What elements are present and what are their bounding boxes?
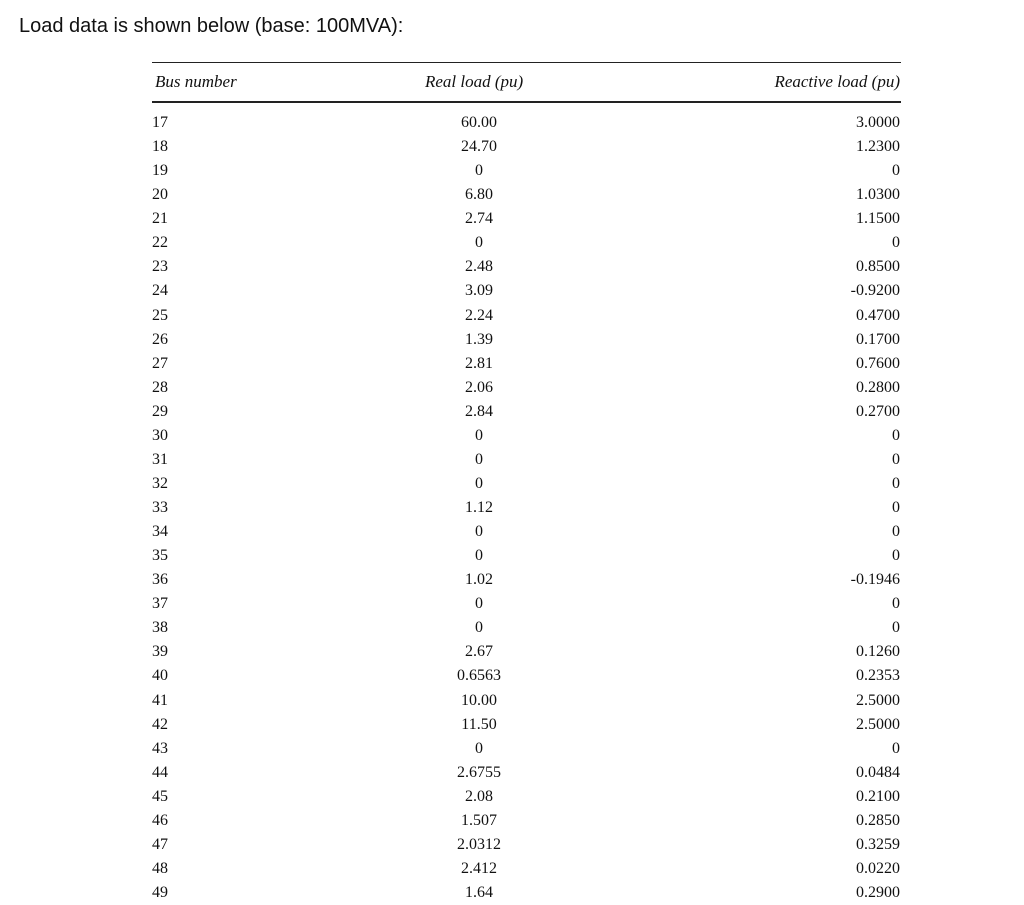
cell-real-load: 0	[475, 547, 483, 565]
cell-bus-number: 38	[152, 619, 168, 637]
table-row	[152, 761, 901, 785]
cell-reactive-load: 0.2353	[856, 667, 900, 685]
table-row	[152, 568, 901, 592]
cell-reactive-load: 0	[892, 595, 900, 613]
cell-bus-number: 41	[152, 691, 168, 709]
cell-real-load: 3.09	[465, 282, 493, 300]
cell-real-load: 1.12	[465, 499, 493, 516]
cell-real-load: 24.70	[461, 138, 497, 156]
table-row	[152, 737, 901, 761]
cell-bus-number: 43	[152, 739, 168, 757]
cell-reactive-load: 0.8500	[856, 258, 900, 276]
cell-real-load: 0.6563	[457, 667, 501, 685]
cell-reactive-load: 0	[892, 619, 900, 637]
table-row	[152, 328, 901, 352]
cell-reactive-load: 0	[892, 234, 900, 252]
header-reactive-load: Reactive load (pu)	[774, 72, 900, 91]
cell-reactive-load: 0	[892, 547, 900, 565]
cell-real-load: 60.00	[461, 114, 497, 131]
cell-bus-number: 33	[152, 499, 168, 516]
cell-bus-number: 31	[152, 450, 168, 468]
cell-reactive-load: 0.1260	[856, 643, 900, 661]
cell-real-load: 2.412	[461, 859, 497, 877]
cell-bus-number: 18	[152, 138, 168, 156]
table-row	[152, 833, 901, 857]
cell-real-load: 2.6755	[457, 763, 501, 781]
cell-reactive-load: 3.0000	[856, 114, 900, 131]
cell-bus-number: 20	[152, 186, 168, 204]
cell-bus-number: 25	[152, 306, 168, 324]
cell-reactive-load: 0	[892, 739, 900, 757]
cell-bus-number: 29	[152, 402, 168, 420]
cell-reactive-load: 0.0220	[856, 859, 900, 877]
cell-real-load: 0	[475, 595, 483, 613]
table-row	[152, 111, 901, 135]
cell-real-load: 2.74	[465, 210, 493, 228]
cell-reactive-load: 2.5000	[856, 691, 900, 709]
cell-reactive-load: 1.1500	[856, 210, 900, 228]
cell-bus-number: 45	[152, 787, 168, 805]
table-row	[152, 472, 901, 496]
table-row	[152, 255, 901, 279]
cell-reactive-load: 1.0300	[856, 186, 900, 204]
cell-real-load: 0	[475, 426, 483, 444]
cell-reactive-load: 0	[892, 426, 900, 444]
cell-bus-number: 17	[152, 114, 168, 131]
cell-reactive-load: 0.0484	[856, 763, 900, 781]
cell-reactive-load: -0.9200	[850, 282, 900, 300]
table-row	[152, 592, 901, 616]
table-row	[152, 689, 901, 713]
table-row	[152, 496, 901, 520]
cell-real-load: 0	[475, 474, 483, 492]
cell-bus-number: 21	[152, 210, 168, 228]
table-row	[152, 809, 901, 833]
cell-real-load: 1.39	[465, 330, 493, 348]
cell-real-load: 1.64	[465, 884, 493, 901]
cell-bus-number: 37	[152, 595, 168, 613]
cell-real-load: 11.50	[461, 715, 497, 733]
cell-real-load: 0	[475, 234, 483, 252]
cell-bus-number: 27	[152, 354, 168, 372]
cell-reactive-load: 0	[892, 523, 900, 541]
cell-reactive-load: 1.2300	[856, 138, 900, 156]
cell-bus-number: 30	[152, 426, 168, 444]
cell-reactive-load: 0.2900	[856, 884, 900, 901]
cell-bus-number: 42	[152, 715, 168, 733]
cell-bus-number: 49	[152, 884, 168, 901]
table-row	[152, 304, 901, 328]
cell-real-load: 2.67	[465, 643, 493, 661]
cell-bus-number: 28	[152, 378, 168, 396]
cell-reactive-load: 0.4700	[856, 306, 900, 324]
table-top-rule	[152, 62, 901, 63]
cell-real-load: 2.84	[465, 402, 493, 420]
cell-bus-number: 40	[152, 667, 168, 685]
header-bus-number: Bus number	[155, 72, 237, 91]
table-row	[152, 544, 901, 568]
table-row	[152, 881, 901, 905]
table-row	[152, 159, 901, 183]
cell-real-load: 0	[475, 162, 483, 180]
table-body	[152, 111, 901, 905]
cell-bus-number: 23	[152, 258, 168, 276]
cell-real-load: 0	[475, 739, 483, 757]
cell-bus-number: 44	[152, 763, 168, 781]
cell-reactive-load: 0	[892, 474, 900, 492]
cell-bus-number: 39	[152, 643, 168, 661]
intro-text: Load data is shown below (base: 100MVA):	[19, 15, 404, 37]
cell-real-load: 2.48	[465, 258, 493, 276]
table-row	[152, 400, 901, 424]
table-row	[152, 376, 901, 400]
table-header-rule	[152, 101, 901, 103]
cell-bus-number: 48	[152, 859, 168, 877]
cell-real-load: 2.06	[465, 378, 493, 396]
cell-bus-number: 46	[152, 811, 168, 829]
cell-reactive-load: 0.2850	[856, 811, 900, 829]
cell-real-load: 0	[475, 619, 483, 637]
cell-real-load: 10.00	[461, 691, 497, 709]
table-row	[152, 135, 901, 159]
cell-real-load: 2.24	[465, 306, 493, 324]
cell-bus-number: 35	[152, 547, 168, 565]
table-row	[152, 279, 901, 303]
cell-reactive-load: 0.7600	[856, 354, 900, 372]
cell-real-load: 2.08	[465, 787, 493, 805]
table-row	[152, 640, 901, 664]
cell-bus-number: 32	[152, 474, 168, 492]
cell-bus-number: 47	[152, 835, 168, 853]
cell-reactive-load: -0.1946	[850, 571, 900, 589]
cell-real-load: 1.02	[465, 571, 493, 589]
header-real-load: Real load (pu)	[425, 72, 524, 91]
cell-reactive-load: 0.2700	[856, 402, 900, 420]
cell-bus-number: 26	[152, 330, 168, 348]
table-row	[152, 664, 901, 688]
cell-bus-number: 34	[152, 523, 168, 541]
table-header-row	[152, 70, 901, 94]
cell-real-load: 0	[475, 523, 483, 541]
cell-reactive-load: 2.5000	[856, 715, 900, 733]
table-row	[152, 713, 901, 737]
table-row	[152, 520, 901, 544]
table-row	[152, 424, 901, 448]
cell-reactive-load: 0.2800	[856, 378, 900, 396]
table-row	[152, 352, 901, 376]
cell-real-load: 1.507	[461, 811, 497, 829]
cell-real-load: 2.0312	[457, 835, 501, 853]
cell-reactive-load: 0	[892, 162, 900, 180]
cell-bus-number: 24	[152, 282, 168, 300]
cell-bus-number: 22	[152, 234, 168, 252]
cell-real-load: 0	[475, 450, 483, 468]
table-row	[152, 785, 901, 809]
cell-bus-number: 36	[152, 571, 168, 589]
table-row	[152, 448, 901, 472]
table-row	[152, 207, 901, 231]
cell-reactive-load: 0.1700	[856, 330, 900, 348]
table-row	[152, 616, 901, 640]
cell-real-load: 6.80	[465, 186, 493, 204]
cell-reactive-load: 0	[892, 450, 900, 468]
cell-real-load: 2.81	[465, 354, 493, 372]
table-row	[152, 183, 901, 207]
table-row	[152, 857, 901, 881]
cell-reactive-load: 0	[892, 499, 900, 516]
cell-bus-number: 19	[152, 162, 168, 180]
cell-reactive-load: 0.2100	[856, 787, 900, 805]
table-row	[152, 231, 901, 255]
cell-reactive-load: 0.3259	[856, 835, 900, 853]
